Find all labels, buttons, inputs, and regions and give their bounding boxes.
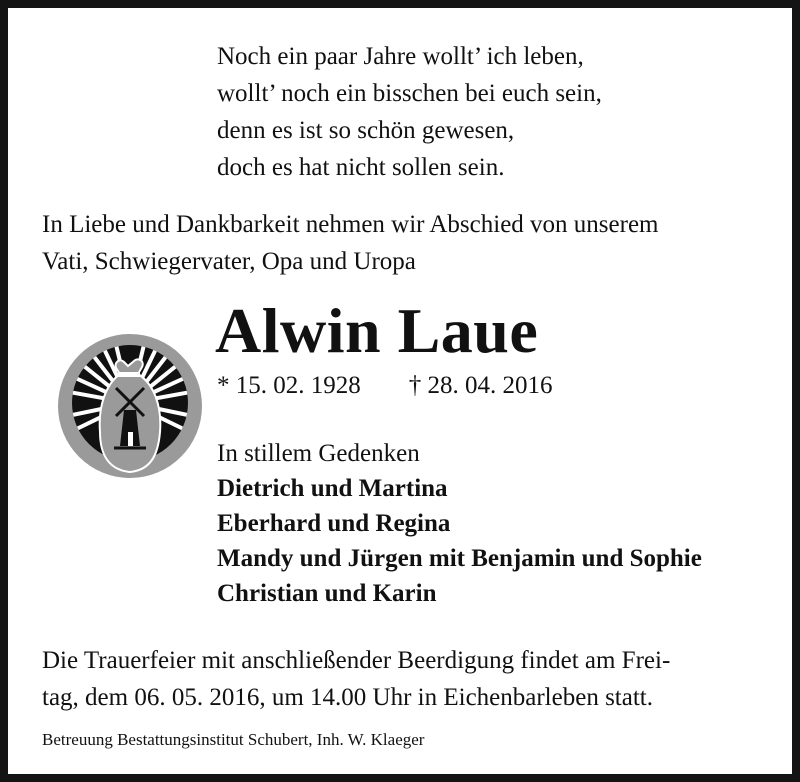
intro-line: In Liebe und Dankbarkeit nehmen wir Abschied von unserem xyxy=(42,211,659,238)
deceased-name: Alwin Laue xyxy=(215,295,539,366)
intro-line: Vati, Schwiegervater, Opa und Uropa xyxy=(42,248,416,275)
windmill-sack-emblem-icon xyxy=(58,328,202,484)
mourner-name: Dietrich und Martina xyxy=(217,475,448,502)
funeral-service-info xyxy=(42,642,782,716)
service-line: Die Trauerfeier mit anschließender Beerdigung findet am Frei- xyxy=(42,647,671,674)
poem-line: doch es hat nicht sollen sein. xyxy=(217,154,505,181)
poem xyxy=(217,38,602,186)
service-line: tag, dem 06. 05. 2016, um 14.00 Uhr in Eichenbarleben statt. xyxy=(42,684,653,711)
mourners-heading: In stillem Gedenken xyxy=(217,440,420,467)
mourner-name: Mandy und Jürgen mit Benjamin und Sophie xyxy=(217,545,702,572)
mourner-name: Christian und Karin xyxy=(217,580,437,607)
death-date: † 28. 04. 2016 xyxy=(408,372,553,399)
poem-line: denn es ist so schön gewesen, xyxy=(217,117,515,144)
poem-line: wollt’ noch ein bisschen bei euch sein, xyxy=(217,80,602,107)
mourner-name: Eberhard und Regina xyxy=(217,510,451,537)
undertaker-credit: Betreuung Bestattungsinstitut Schubert, Inh. W. Klaeger xyxy=(42,730,425,749)
farewell-intro xyxy=(42,206,782,280)
life-dates xyxy=(217,370,553,402)
poem-line: Noch ein paar Jahre wollt’ ich leben, xyxy=(217,43,584,70)
mourners xyxy=(217,436,702,611)
birth-date: * 15. 02. 1928 xyxy=(217,372,361,399)
